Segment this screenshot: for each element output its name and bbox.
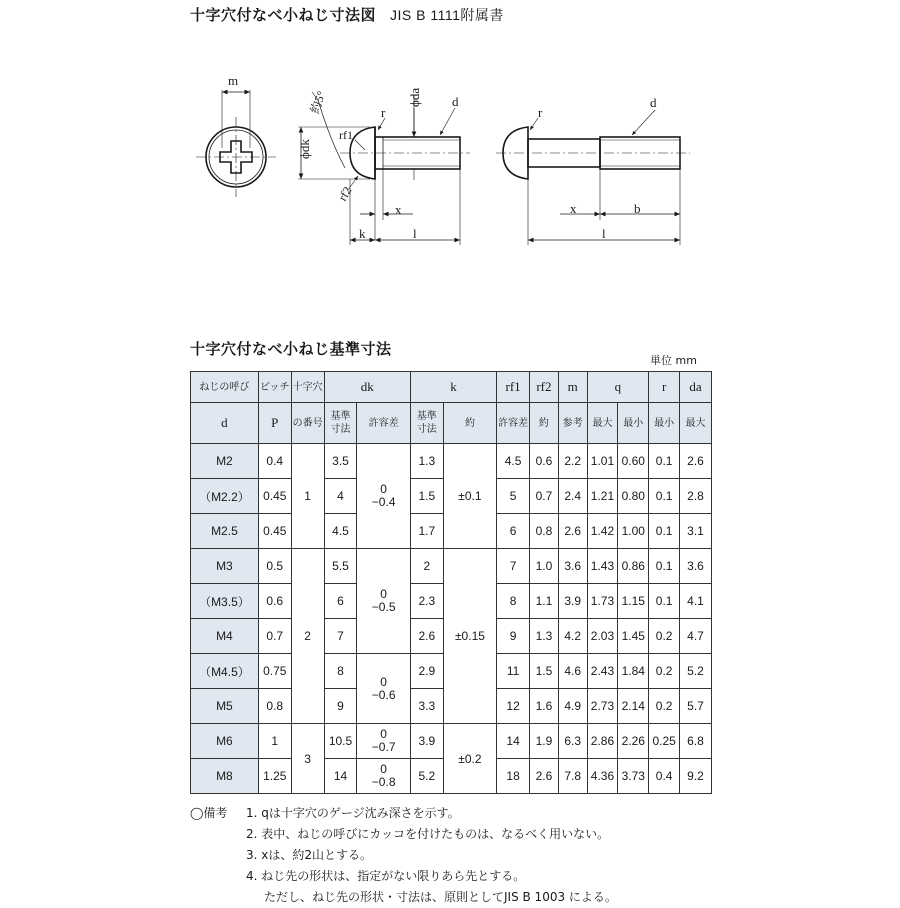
note-item: 2. 表中、ねじの呼びにカッコを付けたものは、なるべく用いない。 xyxy=(246,827,610,841)
header-rf1-tol: 許容差 xyxy=(497,403,530,444)
table-cell: 0.4 xyxy=(258,444,291,479)
table-cell: 4.36 xyxy=(587,759,618,794)
table-cell: 2.6 xyxy=(680,444,712,479)
table-cell: 3.73 xyxy=(618,759,649,794)
table-cell: 0.45 xyxy=(258,514,291,549)
table-cell: 11 xyxy=(497,654,530,689)
label-phi-dk: ϕdk xyxy=(297,139,312,159)
table-cell: 1.25 xyxy=(258,759,291,794)
header-k-tol: 約 xyxy=(443,403,496,444)
table-cell: 4.1 xyxy=(680,584,712,619)
spec-table xyxy=(190,371,712,794)
table-cell: 2.86 xyxy=(587,724,618,759)
header-q-max: 最大 xyxy=(587,403,618,444)
table-cell: （M2.2） xyxy=(191,479,259,514)
table-cell: 4.9 xyxy=(558,689,587,724)
table-cell: 1.01 xyxy=(587,444,618,479)
header-k: k xyxy=(410,372,496,403)
header-da-max: 最大 xyxy=(680,403,712,444)
table-cell: 2.6 xyxy=(530,759,559,794)
table-cell: 0.1 xyxy=(649,584,680,619)
table-cell: 8 xyxy=(324,654,357,689)
table-cell: 4.2 xyxy=(558,619,587,654)
table-cell: 1.73 xyxy=(587,584,618,619)
table-cell: 7.8 xyxy=(558,759,587,794)
table-cell: 6.3 xyxy=(558,724,587,759)
table-row xyxy=(191,444,712,479)
label-k: k xyxy=(359,226,366,241)
table-cell: 1.84 xyxy=(618,654,649,689)
label-rf2: rf2 xyxy=(335,184,355,204)
table-cell: 2.03 xyxy=(587,619,618,654)
dk-tol-4: 0 −0.7 xyxy=(357,724,410,759)
label-d: d xyxy=(452,94,459,109)
header-cross-no: の番号 xyxy=(291,403,324,444)
dk-tol-5: 0 −0.8 xyxy=(357,759,410,794)
table-cell: 1.0 xyxy=(530,549,559,584)
table-cell: 0.6 xyxy=(530,444,559,479)
table-cell: M2.5 xyxy=(191,514,259,549)
head-top-view xyxy=(196,90,276,197)
table-cell: 0.1 xyxy=(649,479,680,514)
header-dk-basic: 基準 寸法 xyxy=(324,403,357,444)
table-cell: 2.43 xyxy=(587,654,618,689)
table-cell: 0.1 xyxy=(649,549,680,584)
table-cell: 0.4 xyxy=(649,759,680,794)
label-m: m xyxy=(228,73,239,88)
table-cell: 1.42 xyxy=(587,514,618,549)
table-cell: 7 xyxy=(324,619,357,654)
table-cell: M6 xyxy=(191,724,259,759)
table-cell: 0.60 xyxy=(618,444,649,479)
table-cell: 1.5 xyxy=(410,479,443,514)
table-cell: 2.6 xyxy=(558,514,587,549)
header-rf2: rf2 xyxy=(530,372,559,403)
table-cell: 2.73 xyxy=(587,689,618,724)
table-cell: 1.00 xyxy=(618,514,649,549)
table-cell: M2 xyxy=(191,444,259,479)
table-cell: 5 xyxy=(497,479,530,514)
table-cell: 2.3 xyxy=(410,584,443,619)
k-tol-2: ±0.15 xyxy=(443,549,496,724)
note-item: 3. xは、約2山とする。 xyxy=(246,848,373,862)
table-cell: M5 xyxy=(191,689,259,724)
k-tol-3: ±0.2 xyxy=(443,724,496,794)
table-cell: 1.5 xyxy=(530,654,559,689)
header-da: da xyxy=(680,372,712,403)
table-cell: （M4.5） xyxy=(191,654,259,689)
table-cell: 0.75 xyxy=(258,654,291,689)
label-rf1: rf1 xyxy=(339,128,353,142)
table-cell: 0.45 xyxy=(258,479,291,514)
header-k-basic: 基準 寸法 xyxy=(410,403,443,444)
label-d-2: d xyxy=(650,95,657,110)
table-cell: M4 xyxy=(191,619,259,654)
header-rf2-approx: 約 xyxy=(530,403,559,444)
table-cell: 2.4 xyxy=(558,479,587,514)
table-cell: 1.3 xyxy=(530,619,559,654)
table-cell: 5.5 xyxy=(324,549,357,584)
table-cell: 4 xyxy=(324,479,357,514)
cross-group-2: 2 xyxy=(291,549,324,724)
table-cell: 14 xyxy=(324,759,357,794)
table-cell: 5.2 xyxy=(680,654,712,689)
label-r: r xyxy=(381,105,386,120)
label-angle: 約5° xyxy=(307,89,329,116)
note-item-continued: ただし、ねじ先の形状・寸法は、原則としてJIS B 1003 による。 xyxy=(264,890,617,904)
table-cell: 3.9 xyxy=(410,724,443,759)
header-dk-tol: 許容差 xyxy=(357,403,410,444)
table-cell: 18 xyxy=(497,759,530,794)
header-dk: dk xyxy=(324,372,410,403)
table-cell: 3.5 xyxy=(324,444,357,479)
table-cell: 0.6 xyxy=(258,584,291,619)
table-cell: 1.6 xyxy=(530,689,559,724)
label-x: x xyxy=(395,202,402,217)
k-tol-1: ±0.1 xyxy=(443,444,496,549)
header-m: m xyxy=(558,372,587,403)
table-cell: 9.2 xyxy=(680,759,712,794)
dk-tol-1: 0 −0.4 xyxy=(357,444,410,549)
label-l-2: l xyxy=(602,226,606,241)
table-cell: 8 xyxy=(497,584,530,619)
cross-group-3: 3 xyxy=(291,724,324,794)
table-cell: 6.8 xyxy=(680,724,712,759)
table-cell: （M3.5） xyxy=(191,584,259,619)
table-cell: 1 xyxy=(258,724,291,759)
notes-label: ◯備考 xyxy=(190,806,228,820)
table-cell: 0.1 xyxy=(649,444,680,479)
table-cell: 0.25 xyxy=(649,724,680,759)
table-cell: 4.5 xyxy=(324,514,357,549)
table-cell: 2.9 xyxy=(410,654,443,689)
table-cell: 1.21 xyxy=(587,479,618,514)
header-p: P xyxy=(258,403,291,444)
screw-side-view-2 xyxy=(496,110,690,245)
note-item: 4. ねじ先の形状は、指定がない限りあら先とする。 xyxy=(246,869,526,883)
table-cell: 3.6 xyxy=(680,549,712,584)
label-r-2: r xyxy=(538,105,543,120)
label-l: l xyxy=(413,226,417,241)
table-cell: 1.9 xyxy=(530,724,559,759)
table-cell: 1.45 xyxy=(618,619,649,654)
table-cell: 4.6 xyxy=(558,654,587,689)
header-m-ref: 参考 xyxy=(558,403,587,444)
table-cell: M8 xyxy=(191,759,259,794)
table-cell: 3.1 xyxy=(680,514,712,549)
header-rf1: rf1 xyxy=(497,372,530,403)
table-cell: 0.7 xyxy=(258,619,291,654)
note-item: 1. qは十字穴のゲージ沈み深さを示す。 xyxy=(246,806,460,820)
table-cell: 0.1 xyxy=(649,514,680,549)
standard-label: JIS B 1111附属書 xyxy=(390,7,504,23)
table-title: 十字穴付なべ小ねじ基準寸法 xyxy=(190,340,392,358)
table-cell: 3.6 xyxy=(558,549,587,584)
table-cell: 0.7 xyxy=(530,479,559,514)
table-cell: 0.2 xyxy=(649,654,680,689)
cross-group-1: 1 xyxy=(291,444,324,549)
table-cell: 12 xyxy=(497,689,530,724)
table-cell: 4.5 xyxy=(497,444,530,479)
table-cell: 7 xyxy=(497,549,530,584)
table-cell: 1.7 xyxy=(410,514,443,549)
table-cell: 2.2 xyxy=(558,444,587,479)
header-q-min: 最小 xyxy=(618,403,649,444)
table-cell: 0.8 xyxy=(258,689,291,724)
table-cell: 2.6 xyxy=(410,619,443,654)
table-cell: 0.2 xyxy=(649,619,680,654)
table-cell: 1.1 xyxy=(530,584,559,619)
table-cell: 0.86 xyxy=(618,549,649,584)
header-r: r xyxy=(649,372,680,403)
header-q: q xyxy=(587,372,649,403)
label-b: b xyxy=(634,201,641,216)
table-cell: 0.80 xyxy=(618,479,649,514)
table-cell: 10.5 xyxy=(324,724,357,759)
table-cell: 1.15 xyxy=(618,584,649,619)
table-cell: 4.7 xyxy=(680,619,712,654)
table-cell: 0.5 xyxy=(258,549,291,584)
label-phi-da: ϕda xyxy=(407,87,422,107)
table-row xyxy=(191,724,712,759)
table-cell: 1.3 xyxy=(410,444,443,479)
screw-dimension-drawing xyxy=(0,0,900,300)
table-cell: 6 xyxy=(324,584,357,619)
table-cell: M3 xyxy=(191,549,259,584)
table-cell: 2.26 xyxy=(618,724,649,759)
header-r-min: 最小 xyxy=(649,403,680,444)
table-cell: 2.8 xyxy=(680,479,712,514)
table-cell: 2.14 xyxy=(618,689,649,724)
table-cell: 6 xyxy=(497,514,530,549)
table-cell: 5.2 xyxy=(410,759,443,794)
table-cell: 3.3 xyxy=(410,689,443,724)
table-cell: 9 xyxy=(497,619,530,654)
table-row xyxy=(191,549,712,584)
label-x-2: x xyxy=(570,201,577,216)
dk-tol-3: 0 −0.6 xyxy=(357,654,410,724)
table-cell: 0.8 xyxy=(530,514,559,549)
table-cell: 0.2 xyxy=(649,689,680,724)
table-cell: 14 xyxy=(497,724,530,759)
table-cell: 5.7 xyxy=(680,689,712,724)
header-name: ねじの呼び xyxy=(191,372,259,403)
table-cell: 1.43 xyxy=(587,549,618,584)
header-d: d xyxy=(191,403,259,444)
table-cell: 3.9 xyxy=(558,584,587,619)
drawing-title-text: 十字穴付なべ小ねじ寸法図 xyxy=(190,6,377,24)
unit-label: 単位 mm xyxy=(650,354,697,367)
header-cross: 十字穴 xyxy=(291,372,324,403)
notes xyxy=(190,803,617,908)
header-pitch: ピッチ xyxy=(258,372,291,403)
table-cell: 9 xyxy=(324,689,357,724)
dk-tol-2: 0 −0.5 xyxy=(357,549,410,654)
table-cell: 2 xyxy=(410,549,443,584)
